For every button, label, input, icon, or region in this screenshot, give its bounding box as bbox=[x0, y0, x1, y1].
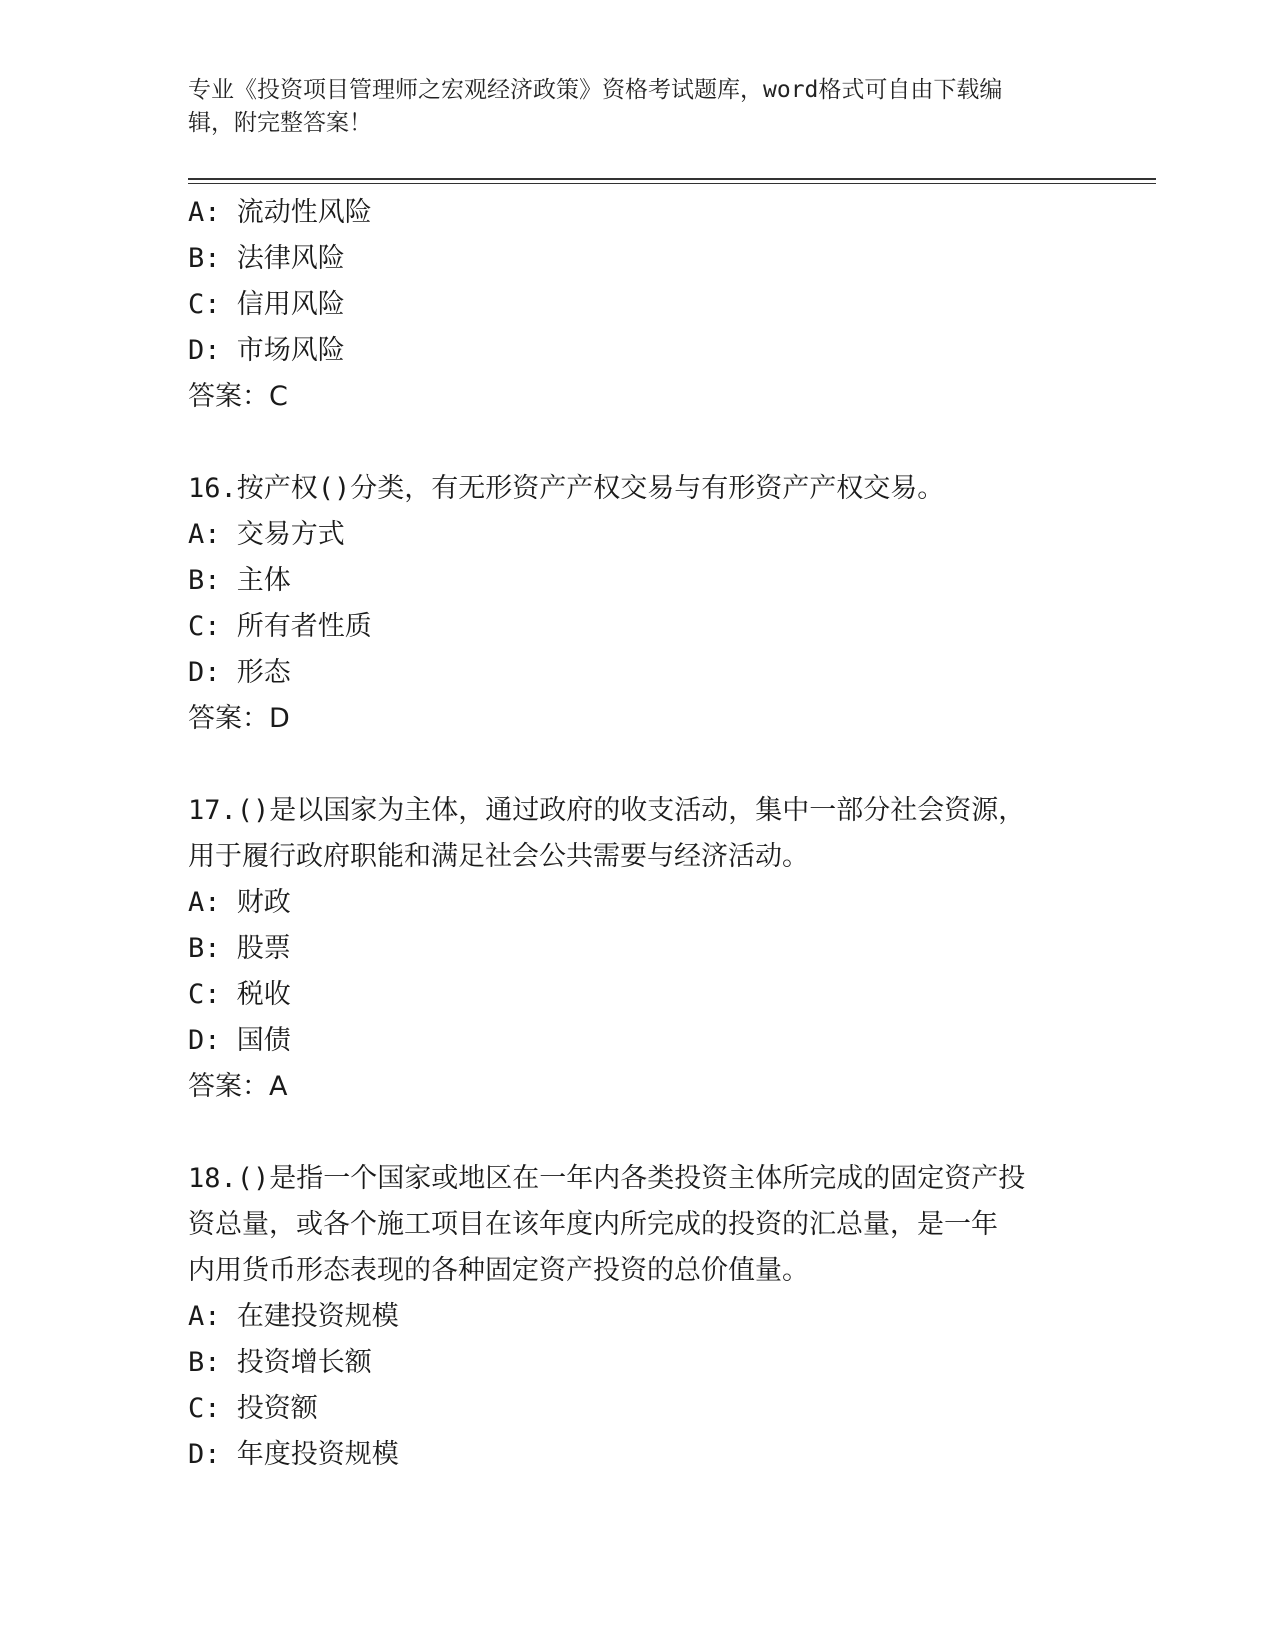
option-b: B: 法律风险 bbox=[188, 243, 345, 274]
option-a: A: 交易方式 bbox=[188, 519, 345, 550]
answer-line: 答案：A bbox=[188, 1071, 288, 1102]
option-a: A: 在建投资规模 bbox=[188, 1301, 399, 1332]
option-d: D: 市场风险 bbox=[188, 335, 345, 366]
question-17 bbox=[188, 788, 1088, 1110]
question-stem-line-1: 17.()是以国家为主体，通过政府的收支活动，集中一部分社会资源， bbox=[188, 795, 1026, 826]
option-a: A: 财政 bbox=[188, 887, 291, 918]
question-list bbox=[188, 190, 1088, 1478]
spacer bbox=[188, 420, 1088, 466]
question-stem: 16.按产权()分类，有无形资产产权交易与有形资产产权交易。 bbox=[188, 473, 945, 504]
option-d: D: 国债 bbox=[188, 1025, 291, 1056]
option-d: D: 年度投资规模 bbox=[188, 1439, 399, 1470]
spacer bbox=[188, 1110, 1088, 1156]
header-divider-thick bbox=[188, 178, 1156, 180]
option-c: C: 信用风险 bbox=[188, 289, 345, 320]
question-16 bbox=[188, 466, 1088, 742]
document-header bbox=[188, 74, 1088, 140]
option-b: B: 股票 bbox=[188, 933, 291, 964]
option-b: B: 投资增长额 bbox=[188, 1347, 372, 1378]
answer-line: 答案：C bbox=[188, 381, 288, 412]
header-line-1: 专业《投资项目管理师之宏观经济政策》资格考试题库，word格式可自由下载编 bbox=[188, 77, 1003, 103]
question-stem-line-2: 用于履行政府职能和满足社会公共需要与经济活动。 bbox=[188, 841, 809, 872]
question-stem-line-3: 内用货币形态表现的各种固定资产投资的总价值量。 bbox=[188, 1255, 809, 1286]
option-d: D: 形态 bbox=[188, 657, 291, 688]
header-line-2: 辑，附完整答案！ bbox=[188, 110, 372, 136]
option-c: C: 投资额 bbox=[188, 1393, 318, 1424]
option-c: C: 所有者性质 bbox=[188, 611, 372, 642]
option-c: C: 税收 bbox=[188, 979, 291, 1010]
question-stem-line-2: 资总量，或各个施工项目在该年度内所完成的投资的汇总量，是一年 bbox=[188, 1209, 998, 1240]
answer-line: 答案：D bbox=[188, 703, 290, 734]
option-b: B: 主体 bbox=[188, 565, 291, 596]
option-a: A: 流动性风险 bbox=[188, 197, 372, 228]
question-stem-line-1: 18.()是指一个国家或地区在一年内各类投资主体所完成的固定资产投 bbox=[188, 1163, 1026, 1194]
spacer bbox=[188, 742, 1088, 788]
question-18 bbox=[188, 1156, 1088, 1478]
header-divider-thin bbox=[188, 183, 1156, 184]
question-15 bbox=[188, 190, 1088, 420]
